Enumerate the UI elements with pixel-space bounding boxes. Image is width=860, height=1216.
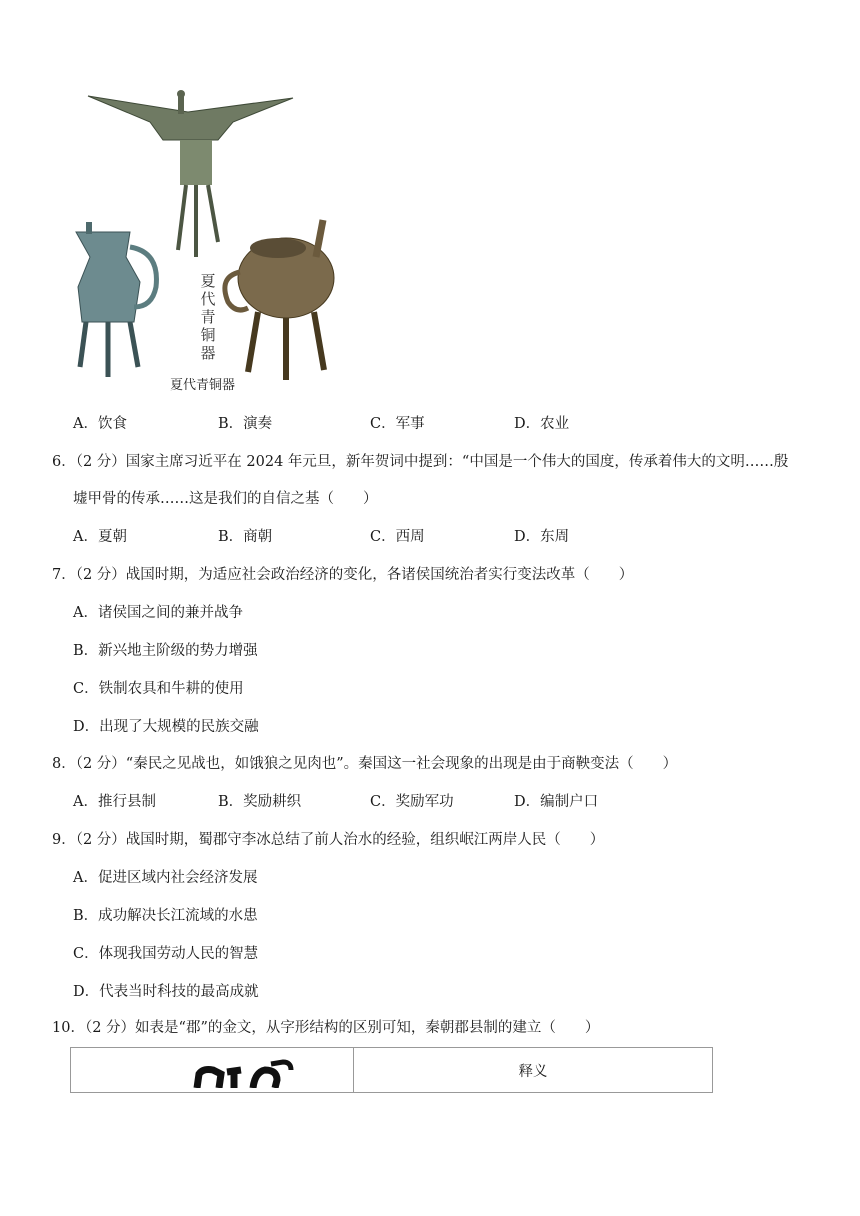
q9-option-d[interactable]: D．代表当时科技的最高成就 — [73, 984, 259, 1000]
q6-stem-line1: 6．（2 分）国家主席习近平在 2024 年元旦，新年贺词中提到：“中国是一个伟大的国度，传承着伟大的文明……殷 — [52, 454, 789, 470]
q5-option-d[interactable]: D．农业 — [514, 416, 570, 432]
q7-option-d[interactable]: D．出现了大规模的民族交融 — [73, 719, 259, 735]
jinwen-glyph-cell — [71, 1048, 354, 1093]
q9-option-c[interactable]: C．体现我国劳动人民的智慧 — [73, 946, 259, 962]
table-header-meaning: 释义 — [354, 1048, 713, 1093]
q8-stem: 8．（2 分）“秦民之见战也，如饿狼之见肉也”。秦国这一社会现象的出现是由于商鞅变法（ ） — [52, 756, 678, 772]
q10-table — [70, 1047, 713, 1093]
q9-stem: 9．（2 分）战国时期，蜀郡守李冰总结了前人治水的经验，组织岷江两岸人民（ ） — [52, 832, 605, 848]
q6-stem-line2: 墟甲骨的传承……这是我们的自信之基（ ） — [73, 491, 378, 507]
jinwen-glyph-image — [71, 1048, 353, 1088]
table-row — [71, 1048, 713, 1093]
q9-option-b[interactable]: B．成功解决长江流域的水患 — [73, 908, 258, 924]
q8-option-b[interactable]: B．奖励耕织 — [218, 794, 302, 810]
figure-caption: 夏代青铜器 — [170, 378, 236, 393]
q7-stem: 7．（2 分）战国时期，为适应社会政治经济的变化，各诸侯国统治者实行变法改革（ ） — [52, 567, 634, 583]
q5-option-b[interactable]: B．演奏 — [218, 416, 273, 432]
q6-option-a[interactable]: A．夏朝 — [73, 529, 127, 545]
q10-stem: 10．（2 分）如表是“郡”的金文，从字形结构的区别可知，秦朝郡县制的建立（ ） — [52, 1020, 600, 1036]
q7-option-c[interactable]: C．铁制农具和牛耕的使用 — [73, 681, 244, 697]
q7-option-a[interactable]: A．诸侯国之间的兼并战争 — [73, 605, 243, 621]
q7-option-b[interactable]: B．新兴地主阶级的势力增强 — [73, 643, 258, 659]
q5-option-a[interactable]: A．饮食 — [73, 416, 127, 432]
q8-option-d[interactable]: D．编制户口 — [514, 794, 599, 810]
q6-option-c[interactable]: C．西周 — [370, 529, 425, 545]
q8-option-c[interactable]: C．奖励军功 — [370, 794, 454, 810]
q9-option-a[interactable]: A．促进区域内社会经济发展 — [73, 870, 258, 886]
q5-option-c[interactable]: C．军事 — [370, 416, 425, 432]
figure-vertical-caption: 夏代青铜器 — [200, 272, 216, 362]
q6-option-b[interactable]: B．商朝 — [218, 529, 273, 545]
q6-option-d[interactable]: D．东周 — [514, 529, 570, 545]
q8-option-a[interactable]: A．推行县制 — [73, 794, 156, 810]
